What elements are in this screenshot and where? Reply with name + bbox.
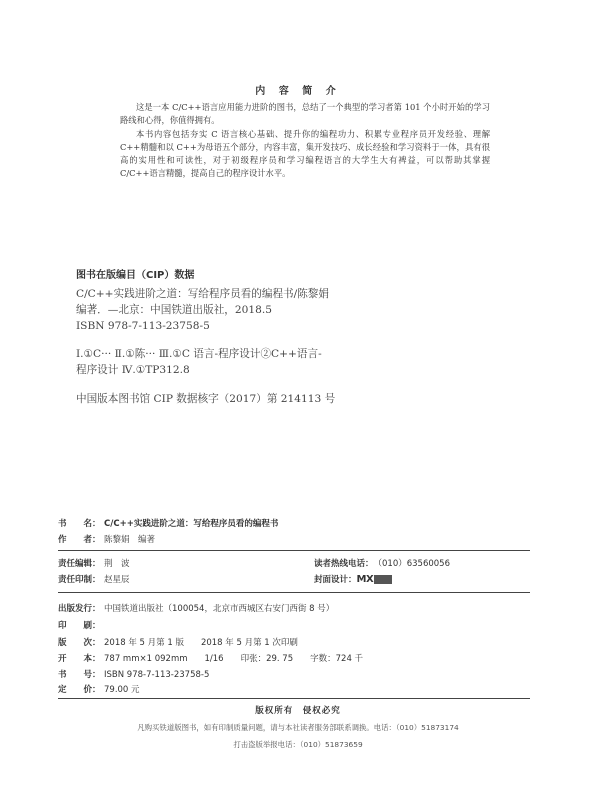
editor-row [58,557,450,569]
price-label: 定 价： [58,685,101,695]
editor-name: 荆 波 [104,559,130,569]
copyright-notice: 版权所有 侵权必究 [255,706,341,716]
divider-2 [58,592,530,593]
divider-1 [58,550,530,551]
isbn-row [58,668,209,680]
cover-design-label: 封面设计： [314,575,357,585]
publisher: 中国铁道出版社（100054，北京市西城区右安门西街 8 号） [104,604,335,614]
edition-row [58,636,298,648]
isbn: ISBN 978-7-113-23758-5 [104,670,210,680]
blurb-paragraph-1: 这是一本 C/C++语言应用能力进阶的图书，总结了一个典型的学习者第 101 个小时开始的学习路线和心得，你值得拥有。 [120,102,490,125]
book-title-row [58,517,278,529]
printer-label: 印 刷： [58,621,101,631]
book-title-label: 书 名： [58,519,101,529]
cip-classification-2: 程序设计 Ⅳ.①TP312.8 [76,364,190,376]
cip-line-2: 编著．—北京：中国铁道出版社，2018.5 [76,304,272,316]
cover-designer-logo-mark [374,575,392,584]
edition: 2018 年 5 月第 1 版 2018 年 5 月第 1 次印刷 [104,638,298,648]
edition-label: 版 次： [58,638,101,648]
print-supervisor-label: 责任印制： [58,575,101,585]
hotline-label: 读者热线电话： [314,559,374,569]
hotline-number: （010）63560056 [373,559,451,569]
format-label: 开 本： [58,654,101,664]
book-author-row [58,533,155,545]
price-row [58,683,140,695]
quality-note: 凡购买铁道版图书，如有印制质量问题，请与本社读者服务部联系调换。电话：（010）51873174 [137,723,459,732]
price: 79.00 元 [104,685,140,695]
book-author: 陈黎娟 编著 [104,535,156,545]
divider-3 [58,698,530,699]
cover-designer-logo: MX [356,574,374,585]
blurb-title: 内 容 简 介 [255,86,341,97]
cip-line-1: C/C++实践进阶之道：写给程序员看的编程书/陈黎娟 [76,288,329,300]
cip-heading: 图书在版编目（CIP）数据 [76,270,195,281]
cip-classification-1: Ⅰ.①C··· Ⅱ.①陈··· Ⅲ.①C 语言-程序设计②C++语言- [76,348,322,360]
format-row [58,652,363,664]
format: 787 mm×1 092mm 1/16 印张：29. 75 字数：724 千 [104,654,364,664]
editor-label: 责任编辑： [58,559,101,569]
book-title: C/C++实践进阶之道：写给程序员看的编程书 [104,519,279,529]
publisher-row [58,602,334,614]
cip-record-number: 中国版本图书馆 CIP 数据核字（2017）第 214113 号 [76,393,336,405]
book-author-label: 作 者： [58,535,101,545]
print-supervisor-name: 赵星辰 [104,575,130,585]
publisher-label: 出版发行： [58,604,101,614]
cip-isbn: ISBN 978-7-113-23758-5 [76,320,210,332]
printer-row [58,619,104,631]
blurb-paragraph-2: 本书内容包括夯实 C 语言核心基础、提升你的编程功力、积累专业程序员开发经验、理解 C++精髓和以 C++为母语五个部分，内容丰富，集开发技巧、成长经验和学习资料于一体，具有很高的实用性和可读性，对于初级程序员和学习编程语言的大学生大有裨益，可以帮助其掌握 C/C++语言精髓，提高自己的程序设计水平。 [120,129,490,178]
isbn-label: 书 号： [58,670,101,680]
piracy-hotline: 打击盗版举报电话：（010）51873659 [233,740,363,749]
print-supervisor-row [58,573,392,585]
